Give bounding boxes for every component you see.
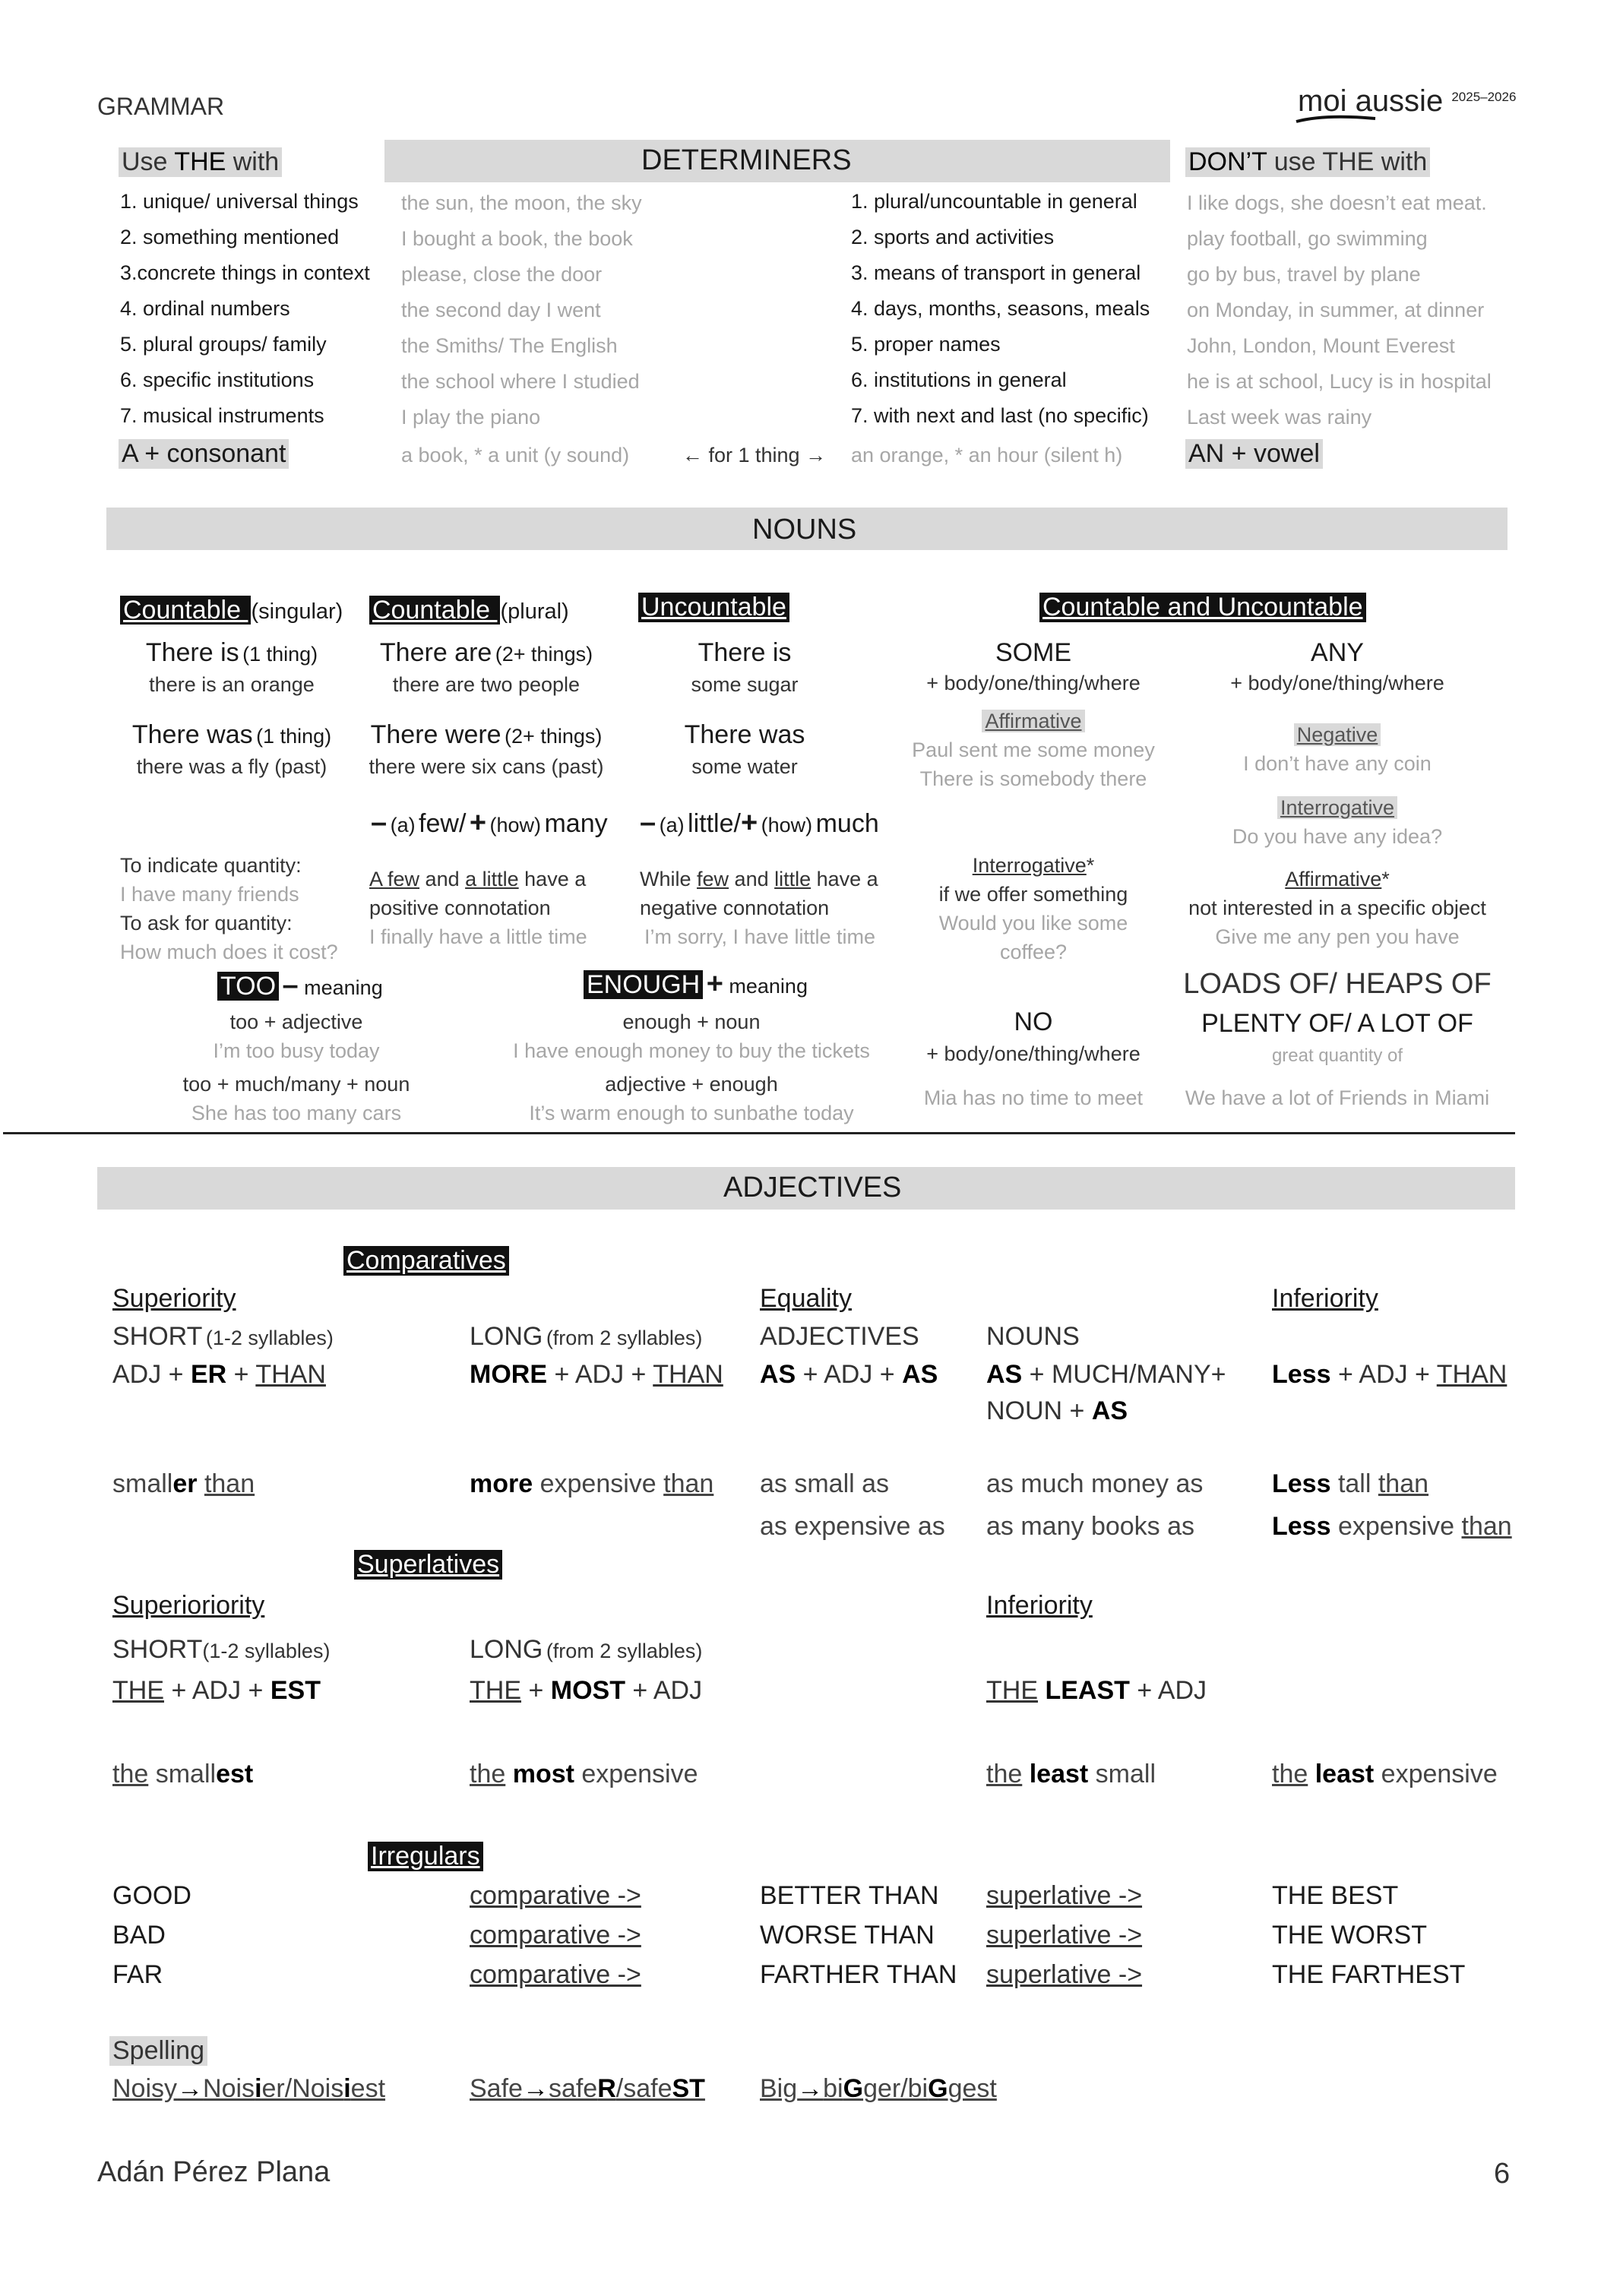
p: + (521, 1676, 551, 1705)
some-int-1: if we offer something (938, 883, 1128, 906)
comparatives-label: Comparatives (343, 1246, 509, 1276)
sl-short-heading (112, 1635, 330, 1665)
ex-smaller (112, 1469, 255, 1499)
few-many-rule (371, 807, 608, 840)
too-label: TOO (217, 972, 279, 1001)
dont-rule: 4. days, months, seasons, meals (851, 297, 1150, 320)
affirmative-label: Affirmative (1285, 868, 1382, 890)
ex-as-expensive: as expensive as (760, 1512, 945, 1541)
use-the-c: with (226, 147, 280, 176)
adjectives-heading: ADJECTIVES (760, 1322, 919, 1351)
ex-more (470, 1469, 713, 1499)
no-example: Mia has no time to meet (923, 1086, 1144, 1109)
p: + MUCH/MANY+ (1022, 1360, 1226, 1389)
interrogative-label: Interrogative (972, 854, 1087, 877)
countable-plural-header (369, 596, 569, 625)
few-word: few/ (419, 809, 467, 838)
any-interrogative-row (1201, 796, 1474, 820)
header-title: GRAMMAR (97, 93, 225, 120)
use-example: I play the piano (401, 406, 541, 429)
there-are-example: there are two people (392, 673, 581, 696)
p: R (597, 2074, 616, 2103)
p: + ADJ + (164, 1676, 270, 1705)
much-word: much (815, 809, 879, 838)
the: the (112, 1760, 149, 1788)
irr-comp-label: comparative -> (470, 1921, 641, 1950)
an-vowel-label: AN + vowel (1185, 439, 1323, 469)
superlatives-label: Superlatives (354, 1550, 502, 1580)
dont-example: go by bus, travel by plane (1187, 263, 1421, 286)
use-rule: 5. plural groups/ family (120, 333, 327, 356)
the: the (986, 1760, 1023, 1788)
spelling-noisy (112, 2074, 385, 2104)
star: * (1086, 854, 1095, 877)
some-int-3: coffee? (999, 941, 1068, 963)
a-little-word: a little (465, 868, 519, 890)
short-heading (112, 1322, 334, 1352)
arrow-icon: → (522, 2074, 549, 2103)
for-one-thing: ← for 1 thing → (682, 444, 827, 466)
note: (2+ things) (505, 725, 603, 748)
irr-comp: FARTHER THAN (760, 1960, 957, 1989)
note: (1 thing) (256, 725, 332, 748)
a-few-word: A few (369, 868, 420, 890)
use-example: I bought a book, the book (401, 227, 633, 250)
enough-header (584, 968, 808, 1001)
dont-rule: 5. proper names (851, 333, 1001, 356)
use-rule: 1. unique/ universal things (120, 190, 359, 213)
few-word: few (697, 868, 729, 890)
countable-uncountable-header: Countable and Uncountable (1039, 593, 1366, 622)
there-are: There are (379, 638, 492, 667)
less: Less (1272, 1512, 1331, 1541)
any-aff-1: not interested in a specific object (1188, 897, 1486, 919)
there-was-uncountable: There was (684, 720, 805, 749)
dont-example: Last week was rainy (1187, 406, 1372, 429)
dont-b: use THE with (1267, 147, 1428, 176)
least: least (1315, 1760, 1375, 1788)
a-note: (a) (659, 814, 685, 836)
than: THAN (653, 1360, 723, 1389)
p: + ADJ + (547, 1360, 653, 1389)
positive-connotation: positive connotation (369, 897, 551, 919)
more: more (470, 1469, 533, 1498)
long-heading (470, 1322, 702, 1352)
the: THE (112, 1676, 164, 1705)
there-is-uncountable: There is (698, 638, 792, 667)
ex-smallest (112, 1760, 253, 1789)
p: safe (548, 2074, 598, 2103)
logo (1298, 84, 1516, 119)
few-rule (640, 868, 878, 891)
use-rule: 3.concrete things in context (120, 261, 370, 284)
the: THE (986, 1676, 1038, 1705)
p: Big (760, 2074, 798, 2103)
least: least (1029, 1760, 1089, 1788)
too-rule-2: too + much/many + noun (182, 1073, 410, 1096)
than: than (1461, 1512, 1512, 1541)
irr-word: FAR (112, 1960, 163, 1989)
p (1308, 1760, 1315, 1788)
there-is-example: there is an orange (149, 673, 315, 696)
some-int-2: Would you like some (938, 912, 1128, 935)
there-was-example: there was a fly (past) (136, 755, 327, 778)
sup-long-rule (470, 1360, 723, 1390)
irr-word: GOOD (112, 1881, 191, 1910)
sl-inf-rule (986, 1676, 1207, 1706)
use-rule: 6. specific institutions (120, 368, 315, 391)
er: er (172, 1469, 198, 1498)
plus-sign: + (740, 807, 758, 839)
dont-example: play football, go swimming (1187, 227, 1428, 250)
p: expensive (1374, 1760, 1498, 1788)
countable-note: (singular) (251, 599, 343, 624)
no-title: NO (1014, 1007, 1053, 1036)
irr-comp-label: comparative -> (470, 1881, 641, 1910)
too-rule-1: too + adjective (229, 1010, 363, 1033)
as: AS (986, 1360, 1023, 1389)
p: + ADJ + (1330, 1360, 1437, 1389)
p: tall (1330, 1469, 1378, 1498)
arrow-icon: → (177, 2074, 204, 2103)
irr-sup-label: superlative -> (986, 1960, 1143, 1989)
note: (from 2 syllables) (546, 1327, 703, 1349)
use-example: the Smiths/ The English (401, 334, 618, 357)
enough-example-1: I have enough money to buy the tickets (513, 1039, 870, 1062)
least: LEAST (1045, 1676, 1130, 1705)
negative-label: Negative (1294, 723, 1381, 746)
than: than (204, 1469, 255, 1498)
use-example: the second day I went (401, 299, 601, 321)
sl-short-rule (112, 1676, 321, 1706)
p: + ADJ (625, 1676, 703, 1705)
many-word: many (544, 809, 608, 838)
irr-sup-label: superlative -> (986, 1921, 1143, 1950)
footer-author: Adán Pérez Plana (97, 2156, 331, 2188)
nouns-title: NOUNS (752, 514, 857, 546)
irr-comp: BETTER THAN (760, 1881, 939, 1910)
eq-noun-rule-1 (986, 1360, 1226, 1390)
more: MORE (470, 1360, 547, 1389)
irr-comp-label: comparative -> (470, 1960, 641, 1989)
too-example-2: She has too many cars (191, 1102, 402, 1124)
p: gest (948, 2074, 997, 2103)
nouns-heading: NOUNS (986, 1322, 1080, 1351)
any-neg-example: I don’t have any coin (1243, 752, 1432, 775)
spelling-label: Spelling (109, 2036, 207, 2066)
dont-rule: 7. with next and last (no specific) (851, 404, 1149, 427)
countable-note: (plural) (500, 599, 569, 624)
est: est (216, 1760, 254, 1788)
minus-sign: – (640, 807, 656, 839)
countable-singular-header (120, 596, 343, 625)
there-were: There were (370, 720, 501, 749)
enough-example-2: It’s warm enough to sunbathe today (529, 1102, 854, 1124)
than: than (1378, 1469, 1429, 1498)
some-water: some water (691, 755, 798, 778)
spelling-safe (470, 2074, 705, 2104)
use-rule: 4. ordinal numbers (120, 297, 290, 320)
p: + (226, 1360, 256, 1389)
p (197, 1469, 204, 1498)
section-divider (3, 1132, 1515, 1134)
enough-rule-1: enough + noun (622, 1010, 761, 1033)
long: LONG (470, 1322, 543, 1351)
any-aff-2: Give me any pen you have (1215, 925, 1460, 948)
there-is-singular (114, 638, 350, 668)
use-the-a: Use (122, 147, 175, 176)
ask-quantity: To ask for quantity: (120, 912, 293, 935)
a-few-rule (369, 868, 586, 891)
dont-example: on Monday, in summer, at dinner (1187, 299, 1485, 321)
pre: While (640, 868, 698, 890)
p: ST (672, 2074, 705, 2103)
superiority-heading: Superiority (112, 1284, 236, 1313)
p: small (148, 1760, 217, 1788)
there-was: There was (131, 720, 253, 749)
loads-example: We have a lot of Friends in Miami (1185, 1086, 1490, 1109)
most: MOST (550, 1676, 625, 1705)
than: THAN (1436, 1360, 1508, 1389)
p: G (928, 2074, 948, 2103)
dont-rule: 6. institutions in general (851, 368, 1067, 391)
er: ER (190, 1360, 227, 1389)
ex-less-tall (1272, 1469, 1428, 1499)
dont-use-the-title (1185, 147, 1430, 177)
any-negative-row (1201, 723, 1474, 747)
dont-example: John, London, Mount Everest (1187, 334, 1455, 357)
no-sub: + body/one/thing/where (926, 1042, 1141, 1065)
p: est (350, 2074, 386, 2103)
there-were-example: there were six cans (past) (369, 755, 604, 778)
affirmative-label: Affirmative (982, 710, 1084, 732)
how-note: (how) (489, 814, 542, 836)
great-quantity: great quantity of (1271, 1045, 1403, 1066)
p: i (255, 2074, 262, 2103)
less: Less (1272, 1469, 1331, 1498)
any-title: ANY (1311, 638, 1364, 667)
interrogative-label: Interrogative (1277, 796, 1397, 819)
determiners-title: DETERMINERS (641, 144, 852, 176)
and: and (729, 868, 775, 890)
equality-heading: Equality (760, 1284, 852, 1313)
a-example: a book, * a unit (y sound) (401, 444, 630, 466)
irr-sup: THE WORST (1272, 1921, 1427, 1950)
the: the (470, 1760, 506, 1788)
rest: have a (518, 868, 587, 890)
positive-example: I finally have a little time (369, 925, 587, 948)
note: (2+ things) (495, 643, 593, 666)
spelling-big (760, 2074, 997, 2104)
p: ADJ + (112, 1360, 191, 1389)
superioriority-heading: Superioriority (112, 1591, 265, 1620)
long: LONG (470, 1635, 543, 1664)
use-rule: 7. musical instruments (120, 404, 324, 427)
use-the-b: THE (174, 147, 226, 176)
some-title: SOME (995, 638, 1072, 667)
less: Less (1272, 1360, 1331, 1389)
est: EST (270, 1676, 321, 1705)
use-example: please, close the door (401, 263, 603, 286)
short: SHORT (112, 1322, 203, 1351)
short: SHORT (112, 1635, 203, 1664)
use-example: the school where I studied (401, 370, 640, 393)
enough-rule-2: adjective + enough (605, 1073, 778, 1096)
indicate-quantity: To indicate quantity: (120, 854, 302, 877)
p: i (343, 2074, 351, 2103)
use-example: the sun, the moon, the sky (401, 191, 642, 214)
p: ger/bi (863, 2074, 929, 2103)
there-are-plural (365, 638, 608, 668)
countable-label: Countable (369, 596, 500, 625)
irr-sup: THE BEST (1272, 1881, 1399, 1910)
there-is: There is (145, 638, 239, 667)
p (505, 1760, 512, 1788)
ask-quantity-example: How much does it cost? (120, 941, 338, 963)
any-int-example: Do you have any idea? (1232, 825, 1443, 848)
p: expensive (533, 1469, 664, 1498)
countable-label: Countable (120, 596, 251, 625)
dont-example: he is at school, Lucy is in hospital (1187, 370, 1492, 393)
p: Nois (203, 2074, 255, 2103)
most: most (512, 1760, 574, 1788)
p: + ADJ (1129, 1676, 1207, 1705)
p: Safe (470, 2074, 523, 2103)
dont-rule: 1. plural/uncountable in general (851, 190, 1137, 213)
irr-sup: THE FARTHEST (1272, 1960, 1466, 1989)
p: expensive (1330, 1512, 1462, 1541)
ex-as-small: as small as (760, 1469, 890, 1498)
the: the (1272, 1760, 1308, 1788)
dont-rule: 2. sports and activities (851, 226, 1055, 248)
some-example-2: There is somebody there (919, 767, 1147, 790)
use-rule: 2. something mentioned (120, 226, 340, 248)
sup-short-rule (112, 1360, 326, 1390)
indicate-quantity-example: I have many friends (120, 883, 299, 906)
some-sugar: some sugar (691, 673, 799, 696)
note: (1-2 syllables) (202, 1640, 331, 1662)
eq-noun-rule-2 (986, 1396, 1128, 1426)
logo-text: moi aussie (1298, 84, 1444, 118)
little-word: little (774, 868, 812, 890)
enough-label: ENOUGH (584, 970, 703, 999)
irregulars-label: Irregulars (368, 1842, 483, 1871)
some-example-1: Paul sent me some money (912, 738, 1155, 761)
little-much-rule (640, 807, 879, 840)
sl-long-rule (470, 1676, 702, 1706)
sl-long-heading (470, 1635, 702, 1665)
than: than (663, 1469, 714, 1498)
p: expensive (574, 1760, 698, 1788)
use-the-title (119, 147, 282, 177)
dont-rule: 3. means of transport in general (851, 261, 1141, 284)
p: small (1088, 1760, 1156, 1788)
dont-a: DON’T (1188, 147, 1267, 176)
p: small (112, 1469, 173, 1498)
irr-word: BAD (112, 1921, 166, 1950)
ex-less-expensive (1272, 1512, 1512, 1542)
note: (1 thing) (242, 643, 318, 666)
meaning: meaning (723, 975, 808, 998)
how-note: (how) (761, 814, 813, 836)
a-consonant-label: A + consonant (119, 439, 289, 469)
note: (from 2 syllables) (546, 1640, 703, 1662)
ex-least-expensive (1272, 1760, 1498, 1789)
plus-sign: + (469, 807, 487, 839)
plenty-of: PLENTY OF/ A LOT OF (1201, 1009, 1473, 1038)
page-number: 6 (1494, 2158, 1511, 2190)
too-header (217, 969, 383, 1003)
negative-example: I’m sorry, I have little time (644, 925, 876, 948)
an-example: an orange, * an hour (silent h) (851, 444, 1123, 466)
p: Noisy (112, 2074, 178, 2103)
rest: have a (811, 868, 878, 890)
dont-example: I like dogs, she doesn’t eat meat. (1187, 191, 1487, 214)
inf-rule (1272, 1360, 1507, 1390)
minus-sign: – (371, 807, 388, 839)
uncountable-header: Uncountable (638, 593, 789, 622)
irr-sup-label: superlative -> (986, 1881, 1143, 1910)
p: + ADJ + (796, 1360, 903, 1389)
p (1022, 1760, 1029, 1788)
ex-as-much: as much money as (986, 1469, 1204, 1498)
the: THE (470, 1676, 521, 1705)
p: /safe (615, 2074, 672, 2103)
ex-least-small (986, 1760, 1156, 1789)
as: AS (760, 1360, 796, 1389)
any-sub: + body/one/thing/where (1230, 672, 1444, 694)
there-were-plural (365, 720, 608, 750)
arrow-icon: → (797, 2074, 824, 2103)
loads-of: LOADS OF/ HEAPS OF (1183, 968, 1492, 1000)
inferiority-heading: Inferiority (1272, 1284, 1378, 1313)
as: AS (902, 1360, 938, 1389)
little-word: little/ (688, 809, 741, 838)
eq-adj-rule (760, 1360, 938, 1390)
too-example-1: I’m too busy today (213, 1039, 380, 1062)
there-was-singular (114, 720, 350, 750)
note: (1-2 syllables) (205, 1327, 334, 1349)
plus-sign: + (706, 968, 723, 1000)
star: * (1381, 868, 1390, 890)
and: and (419, 868, 466, 890)
some-affirmative-row (897, 710, 1170, 733)
adjectives-title: ADJECTIVES (723, 1172, 902, 1203)
ex-most (470, 1760, 698, 1789)
some-sub: + body/one/thing/where (926, 672, 1141, 694)
logo-year: 2025–2026 (1451, 90, 1517, 104)
any-affirmative-label (1201, 868, 1474, 891)
minus-sign: – (282, 969, 299, 1001)
some-interrogative-label (897, 854, 1170, 878)
p: er/Nois (261, 2074, 344, 2103)
p: G (843, 2074, 864, 2103)
as: AS (1091, 1396, 1128, 1425)
than: THAN (255, 1360, 326, 1389)
negative-connotation: negative connotation (640, 897, 830, 919)
ex-as-many: as many books as (986, 1512, 1195, 1541)
p: bi (823, 2074, 843, 2103)
p: NOUN + (986, 1396, 1092, 1425)
irr-comp: WORSE THAN (760, 1921, 935, 1950)
meaning: meaning (298, 976, 383, 999)
a-note: (a) (390, 814, 416, 836)
logo-swoosh-icon (1295, 112, 1378, 126)
inferiority-sup-heading: Inferiority (986, 1591, 1093, 1620)
